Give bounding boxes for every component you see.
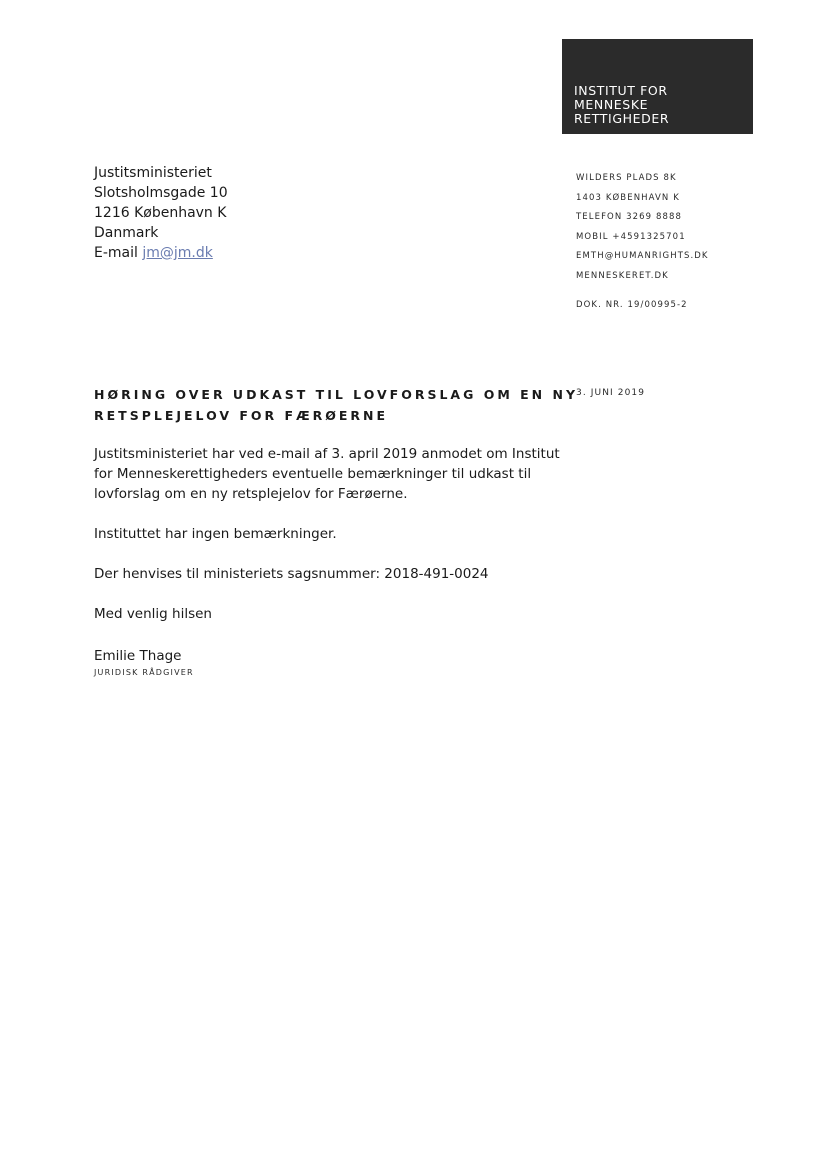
document-number: DOK. NR. 19/00995-2 [576, 300, 688, 310]
body-line: Med venlig hilsen [94, 606, 212, 622]
logo-line: MENNESKE [574, 97, 649, 112]
letter-body [94, 444, 564, 644]
logo-line: INSTITUT FOR [574, 83, 668, 98]
recipient-name: Justitsministeriet [94, 165, 212, 181]
body-line: Der henvises til ministeriets sagsnummer: 2018-491-0024 [94, 566, 489, 582]
body-line: Instituttet har ingen bemærkninger. [94, 526, 337, 542]
sender-phone: TELEFON 3269 8888 [576, 212, 682, 222]
recipient-email-link[interactable]: jm@jm.dk [142, 245, 213, 261]
letter-date: 3. JUNI 2019 [576, 388, 646, 398]
logo-line: RETTIGHEDER [574, 111, 670, 126]
heading-line: HØRING OVER UDKAST TIL LOVFORSLAG OM EN NY [94, 387, 578, 402]
closing-line [94, 604, 564, 624]
body-line: lovforslag om en ny retsplejelov for Færøerne. [94, 486, 408, 502]
sender-address [576, 169, 709, 286]
letter-heading [94, 384, 578, 426]
sender-email: EMTH@HUMANRIGHTS.DK [576, 251, 709, 261]
institute-logo [562, 39, 753, 134]
signature-block [94, 646, 194, 677]
recipient-street: Slotsholmsgade 10 [94, 185, 228, 201]
email-label: E-mail [94, 245, 138, 261]
logo-text [574, 84, 669, 126]
recipient-city: 1216 København K [94, 205, 227, 221]
body-line: for Menneskerettigheders eventuelle bemærkninger til udkast til [94, 466, 532, 482]
body-paragraph [94, 564, 564, 584]
recipient-address [94, 163, 228, 263]
sender-web: MENNESKERET.DK [576, 270, 669, 281]
sender-street: WILDERS PLADS 8K [576, 173, 677, 183]
recipient-country: Danmark [94, 225, 159, 241]
body-line: Justitsministeriet har ved e-mail af 3. april 2019 anmodet om Institut [94, 446, 560, 462]
sender-mobile: MOBIL +4591325701 [576, 231, 686, 242]
sender-city: 1403 KØBENHAVN K [576, 192, 680, 203]
body-paragraph [94, 444, 564, 504]
heading-line: RETSPLEJELOV FOR FÆRØERNE [94, 408, 389, 423]
signatory-title: JURIDISK RÅDGIVER [94, 668, 194, 677]
body-paragraph [94, 524, 564, 544]
recipient-email-row [94, 243, 228, 263]
signatory-name: Emilie Thage [94, 648, 182, 664]
